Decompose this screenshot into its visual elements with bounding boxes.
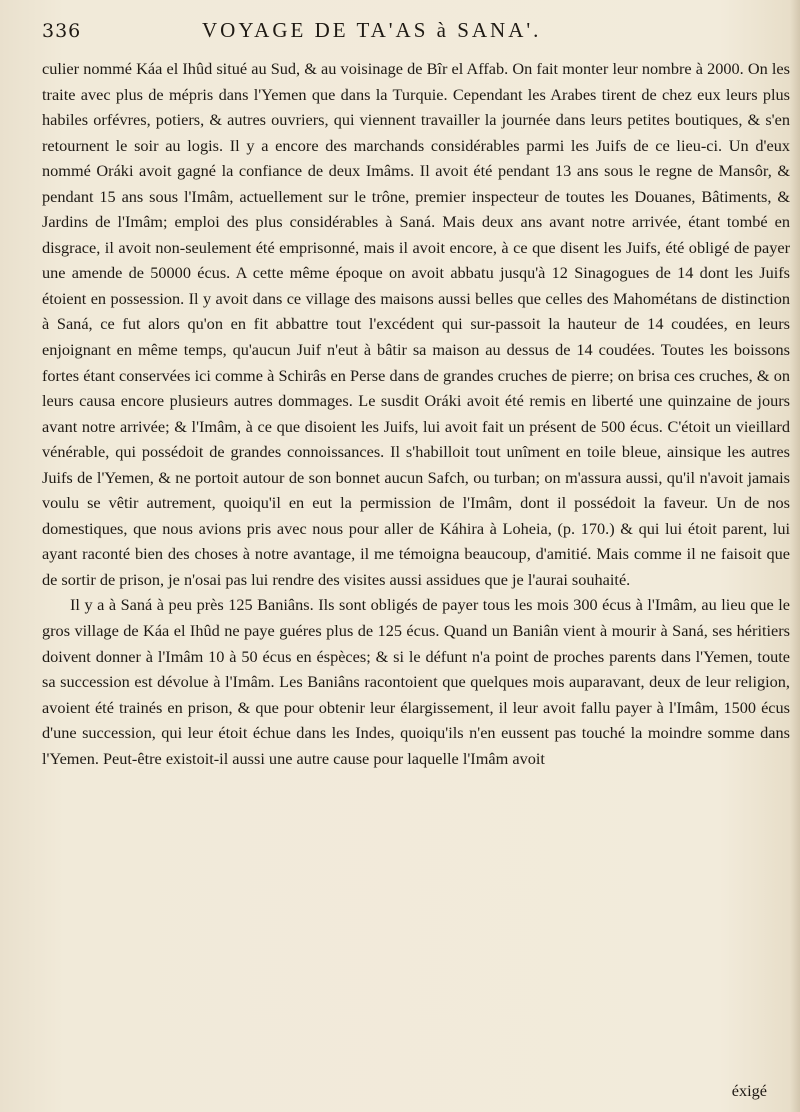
paragraph-1: culier nommé Káa el Ihûd situé au Sud, & au voisinage de Bîr el Affab. On fait monter leur nombre à 2000. On les traite avec plus de mépris dans l'Yemen que dans la Turquie. Cependant les Arabes tirent de chez eux leurs plus habiles orfévres, potiers, & autres ouvriers, qui viennent travailler la journée dans leurs petites boutiques, & s'en retournent le soir au logis. Il y a encore des marchands considérables parmi les Juifs de ce lieu-ci. Un d'eux nommé Oráki avoit gagné la confiance de deux Imâms. Il avoit été pendant 13 ans sous le regne de Mansôr, & pendant 15 ans sous l'Imâm, actuellement sur le trône, premier inspecteur de toutes les Douanes, Bâtiments, & Jardins de l'Imâm; emploi des plus considérables à Saná. Mais deux ans avant notre arrivée, étant tombé en disgrace, il avoit non-seulement été emprisonné, mais il avoit encore, à ce que disent les Juifs, été obligé de payer une amende de 50000 écus. A cette même époque on avoit abbatu jusqu'à 12 Sinagogues de 14 dont les Juifs étoient en possession. Il y avoit dans ce village des maisons aussi belles que celles des Mahométans de distinction à Saná, ce fut alors qu'on en fit abbattre tout l'excédent qui sur-passoit la hauteur de 14 coudées, en leurs enjoignant en même temps, qu'aucun Juif n'eut à bâtir sa maison au dessus de 14 coudées. Toutes les boissons fortes étant conservées ici comme à Schirâs en Perse dans de grandes cruches de pierre; on brisa ces cruches, & on leurs causa encore plusieurs autres dommages. Le susdit Oráki avoit été remis en liberté une quinzaine de jours avant notre arrivée; & l'Imâm, à ce que disoient les Juifs, lui avoit fait un présent de 500 écus. C'étoit un vieillard vénérable, qui possédoit de grandes connoissances. Il s'habilloit tout unîment en toile bleue, ainsique les autres Juifs de l'Yemen, & ne portoit autour de son bonnet aucun Safch, ou turban; on m'assura aussi, qu'il n'avoit jamais voulu se vêtir autrement, quoiqu'il en eut la permission de l'Imâm, dont il possédoit la faveur. Un de nos domestiques, que nous avions pris avec nous pour aller de Káhira à Loheia, (p. 170.) & qui lui étoit parent, lui ayant raconté bien des choses à notre avantage, il me témoigna beaucoup, d'amitié. Mais comme il ne faisoit que de sortir de prison, je n'osai pas lui rendre des visites aussi assidues que je l'aurai souhaité. — [42, 59, 790, 589]
page-header — [42, 14, 770, 44]
paragraph-2: Il y a à Saná à peu près 125 Baniâns. Ils sont obligés de payer tous les mois 300 écus à l'Imâm, au lieu que le gros village de Káa el Ihûd ne paye guéres plus de 125 écus. Quand un Baniân vient à mourir à Saná, ses héritiers doivent donner à l'Imâm 10 à 50 écus en éspèces; & si le défunt n'a point de proches parents dans l'Yemen, toute sa succession est dévolue à l'Imâm. Les Baniâns racontoient que quelques mois auparavant, deux de leur religion, avoient été trainés en prison, & que pour obtenir leur élargissement, il leur avoit fallu payer à l'Imâm, 1500 écus d'une succession, qui leur étoit échue dans les Indes, quoiqu'ils n'en eussent pas touché la moindre somme dans l'Yemen. Peut-être existoit-il aussi une autre cause pour laquelle l'Imâm avoit — [42, 595, 790, 768]
catchword: éxigé — [731, 1081, 767, 1100]
page-number: 336 — [42, 20, 82, 42]
running-head: VOYAGE DE TA'AS à SANA'. — [202, 18, 542, 42]
body-text — [42, 56, 790, 771]
page-edge-shadow — [790, 0, 800, 1112]
